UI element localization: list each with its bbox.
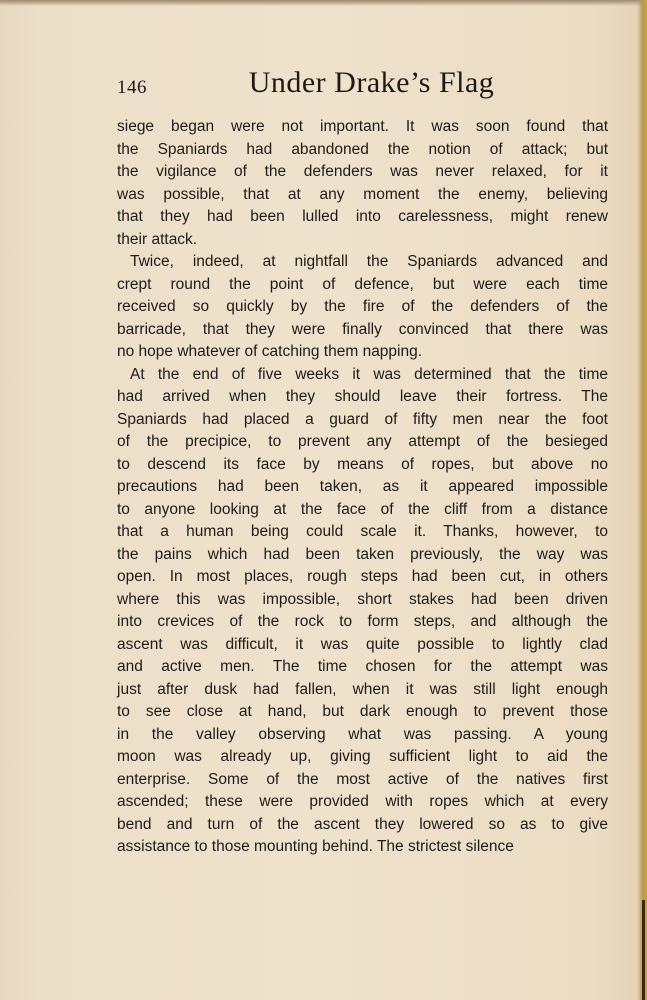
text-line: siege began were not important. It was soon found that xyxy=(117,118,608,135)
text-line: open. In most places, rough steps had been cut, in others xyxy=(117,568,608,585)
text-line: into crevices of the rock to form steps, and although the xyxy=(117,613,608,630)
text-line: to anyone looking at the face of the cliff from a distance xyxy=(117,500,608,518)
running-head: Under Drake’s Flag xyxy=(248,66,495,99)
page-header xyxy=(117,66,612,106)
text-line: that they had been lulled into carelessness, might renew xyxy=(117,208,608,225)
text-line: the vigilance of the defenders was never relaxed, for it xyxy=(117,163,608,180)
text-line: Spaniards had placed a guard of fifty men near the foot xyxy=(117,410,608,428)
text-line: crept round the point of defence, but were each time xyxy=(117,275,608,293)
page-number: 146 xyxy=(117,77,147,98)
page-edge-stripe xyxy=(642,900,645,1000)
text-line: where this was impossible, short stakes had been driven xyxy=(117,590,608,608)
text-line: just after dusk had fallen, when it was still light enough xyxy=(117,680,608,698)
body-text xyxy=(117,116,608,859)
text-line: precautions had been taken, as it appeared impossible xyxy=(117,478,608,495)
text-line: ascended; these were provided with ropes which at every xyxy=(117,793,608,810)
text-line: had arrived when they should leave their fortress. The xyxy=(117,388,608,405)
text-line: and active men. The time chosen for the attempt was xyxy=(117,658,608,675)
text-line: was possible, that at any moment the enemy, believing xyxy=(117,185,608,203)
text-line: their attack. xyxy=(117,230,198,248)
text-line: ascent was difficult, it was quite possible to lightly clad xyxy=(117,635,608,653)
text-line: no hope whatever of catching them napping. xyxy=(117,343,423,360)
text-line: assistance to those mounting behind. The strictest silence xyxy=(117,838,514,855)
text-line: of the precipice, to prevent any attempt of the besieged xyxy=(117,433,608,450)
text-line: to see close at hand, but dark enough to prevent those xyxy=(117,703,608,720)
text-line: the Spaniards had abandoned the notion of attack; but xyxy=(117,140,608,158)
paragraph xyxy=(117,364,608,859)
text-line: barricade, that they were finally convinced that there was xyxy=(117,320,608,338)
text-line: received so quickly by the fire of the defenders of the xyxy=(117,298,608,315)
text-line: At the end of five weeks it was determined that the time xyxy=(130,365,608,383)
text-line: in the valley observing what was passing. A young xyxy=(117,725,608,743)
paragraph xyxy=(117,251,608,364)
text-line: moon was already up, giving sufficient light to aid the xyxy=(117,748,608,765)
text-line: bend and turn of the ascent they lowered so as to give xyxy=(117,815,608,833)
text-line: to descend its face by means of ropes, but above no xyxy=(117,455,608,473)
paragraph xyxy=(117,116,608,251)
text-line: enterprise. Some of the most active of the natives first xyxy=(117,770,608,788)
text-line: the pains which had been taken previously, the way was xyxy=(117,545,608,563)
page-top-edge xyxy=(0,0,647,6)
text-line: Twice, indeed, at nightfall the Spaniards advanced and xyxy=(130,253,608,270)
page-edge-shadow xyxy=(637,0,647,1000)
text-line: that a human being could scale it. Thanks, however, to xyxy=(117,523,608,540)
